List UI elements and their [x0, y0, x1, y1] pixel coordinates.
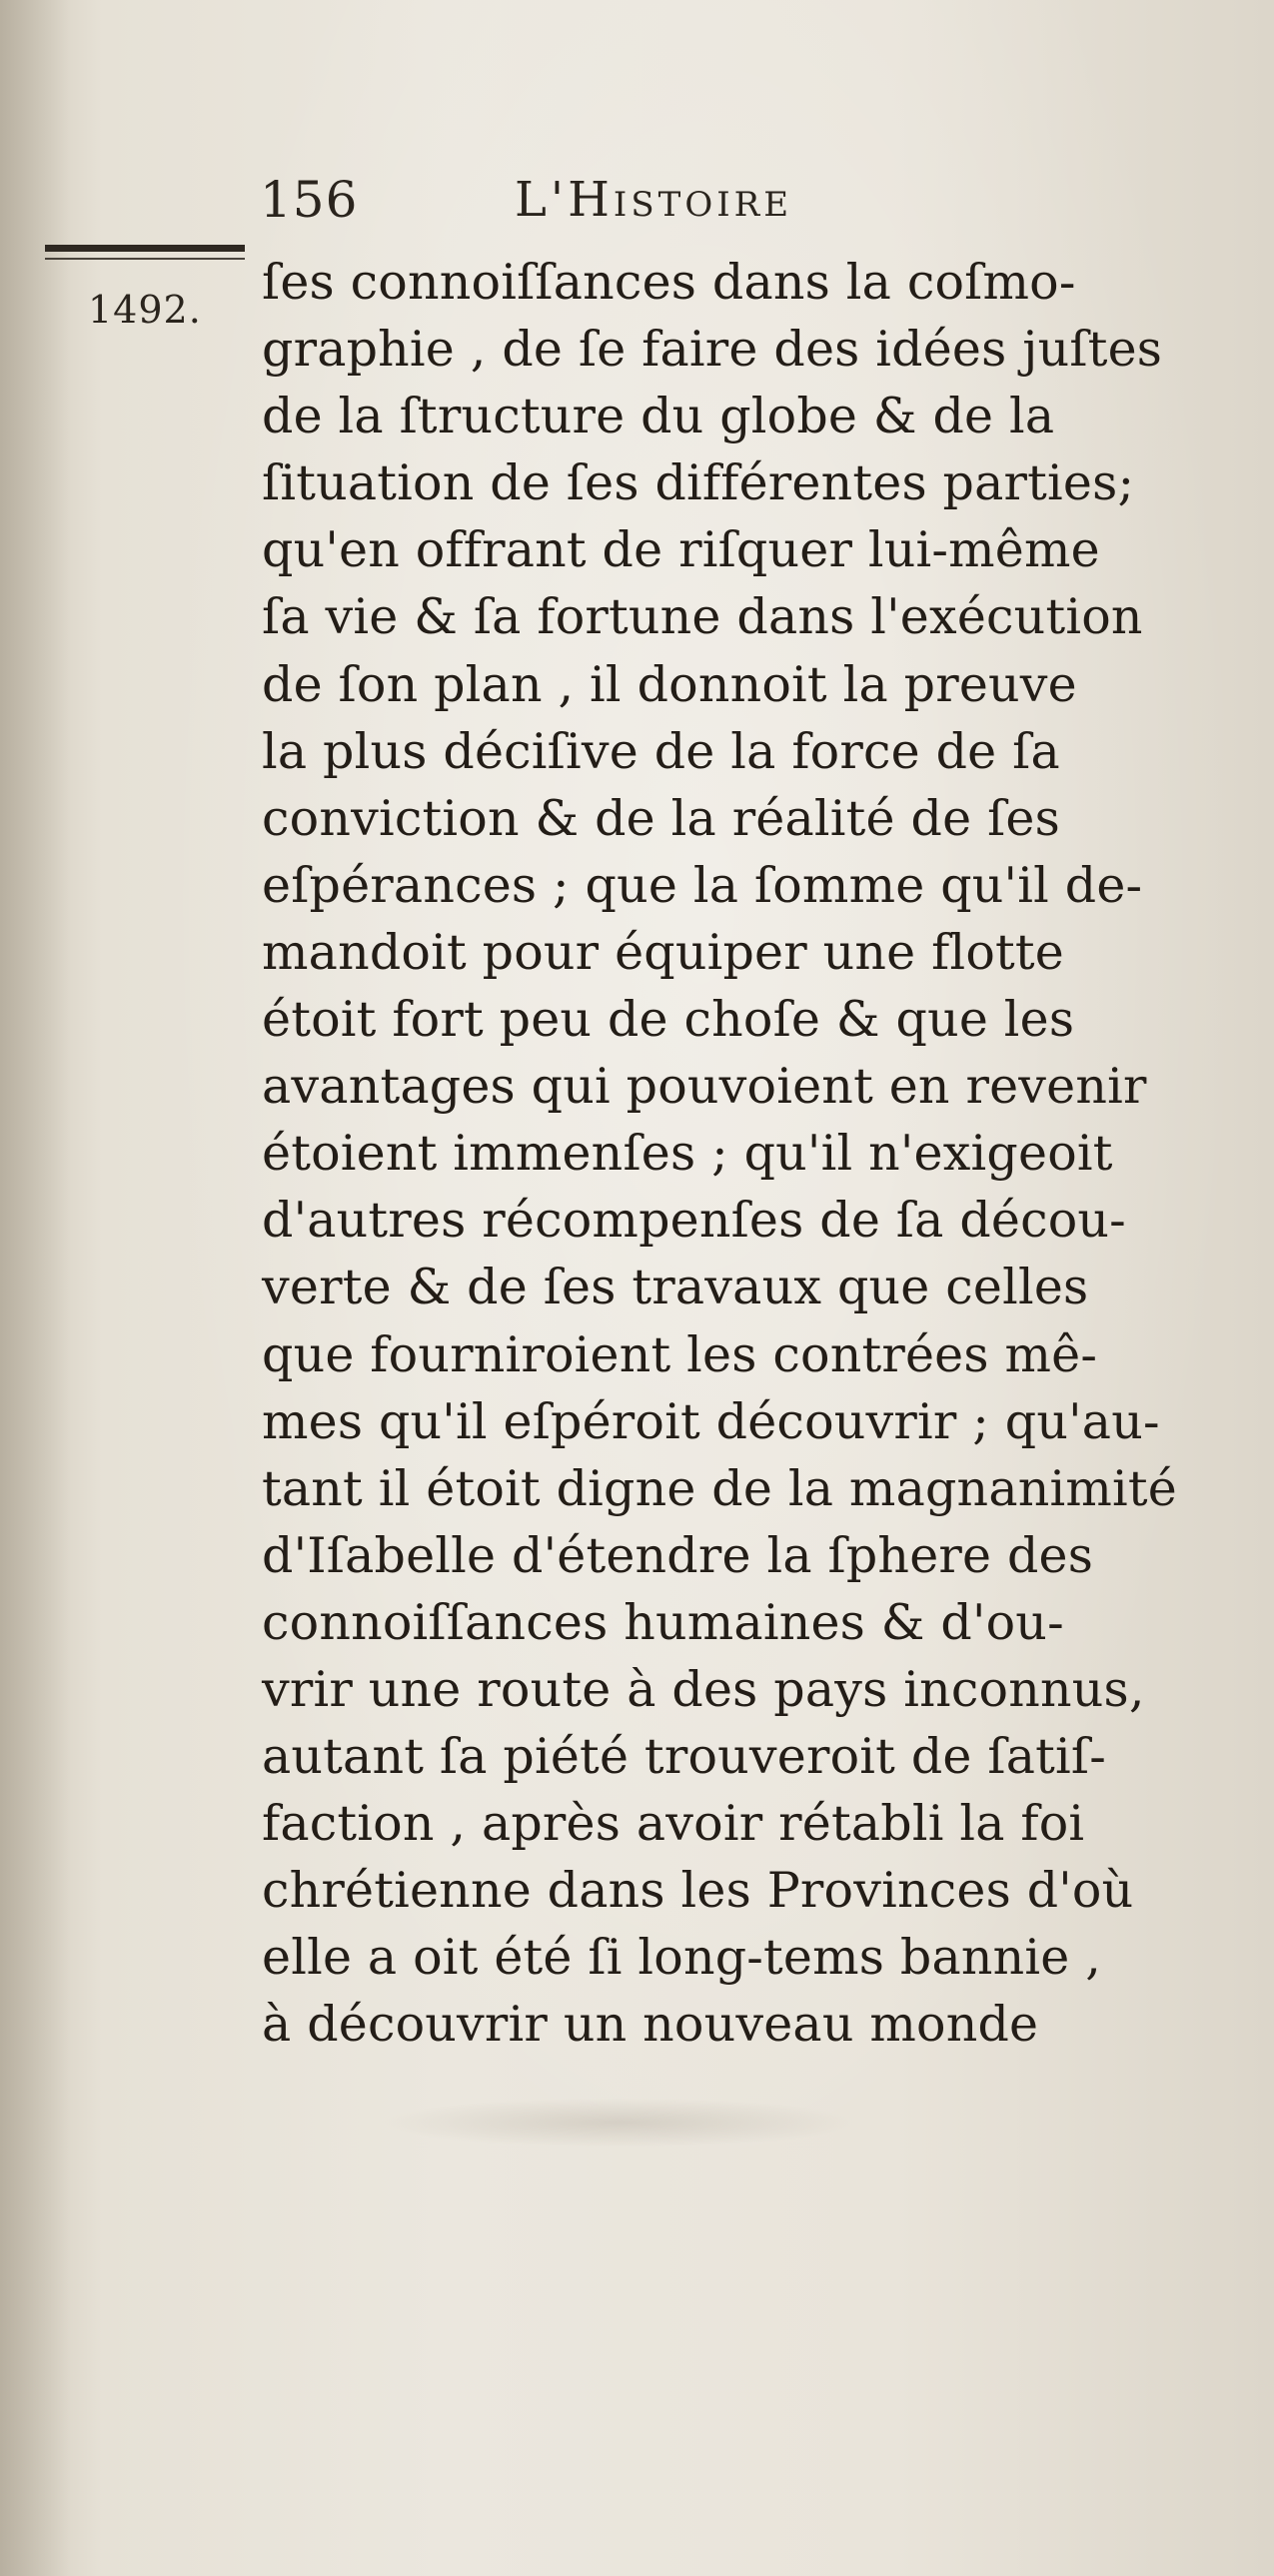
text-line: tant il étoit digne de la magnanimité — [262, 1459, 1177, 1517]
text-line: à découvrir un nouveau monde — [262, 1996, 1039, 2054]
margin-year-note: 1492. — [88, 288, 202, 332]
text-line: connoiſſances humaines & d'ou- — [262, 1593, 1064, 1651]
text-line: verte & de ſes travaux que celles — [262, 1259, 1089, 1316]
text-line: mandoit pour équiper une flotte — [262, 923, 1065, 981]
margin-rule-thin — [45, 258, 245, 260]
text-line: ſa vie & ſa fortune dans l'exécution — [262, 588, 1143, 646]
text-line: faction , après avoir rétabli la foi — [262, 1795, 1085, 1853]
text-line: la plus déciſive de la force de ſa — [262, 722, 1060, 780]
text-line: conviction & de la réalité de ſes — [262, 789, 1060, 847]
text-line: étoit fort peu de choſe & que les — [262, 991, 1075, 1049]
text-line: ſes connoiſſances dans la coſmo- — [262, 254, 1076, 311]
text-line: d'Iſabelle d'étendre la ſphere des — [262, 1526, 1094, 1584]
text-line: que fourniroient les contrées mê- — [262, 1325, 1098, 1383]
text-line: de la ſtructure du globe & de la — [262, 388, 1055, 445]
text-line: mes qu'il eſpéroit découvrir ; qu'au- — [262, 1392, 1160, 1450]
text-line: eſpérances ; que la ſomme qu'il de- — [262, 856, 1143, 914]
text-line: graphie , de ſe faire des idées juſtes — [262, 321, 1163, 379]
bleed-through-shadow — [380, 2098, 859, 2147]
text-line: ſituation de ſes différentes parties; — [262, 454, 1135, 512]
text-line: de ſon plan , il donnoit la preuve — [262, 655, 1077, 713]
margin-rule — [45, 245, 245, 252]
page-number: 156 — [260, 171, 359, 229]
text-line: chrétienne dans les Provinces d'où — [262, 1862, 1134, 1920]
text-line: qu'en offrant de riſquer lui-même — [262, 521, 1100, 579]
text-line: d'autres récompenſes de ſa décou- — [262, 1192, 1126, 1250]
text-line: vrir une route à des pays inconnus, — [262, 1660, 1145, 1718]
text-line: étoient immenſes ; qu'il n'exigeoit — [262, 1125, 1113, 1183]
text-line: elle a oit été ſi long-tems bannie , — [262, 1929, 1102, 1987]
running-title: L'Histoire — [515, 172, 793, 228]
page-header — [260, 165, 919, 235]
text-line: autant ſa piété trouveroit de ſatiſ- — [262, 1728, 1106, 1786]
body-text — [262, 249, 1181, 2059]
text-line: avantages qui pouvoient en revenir — [262, 1058, 1147, 1116]
